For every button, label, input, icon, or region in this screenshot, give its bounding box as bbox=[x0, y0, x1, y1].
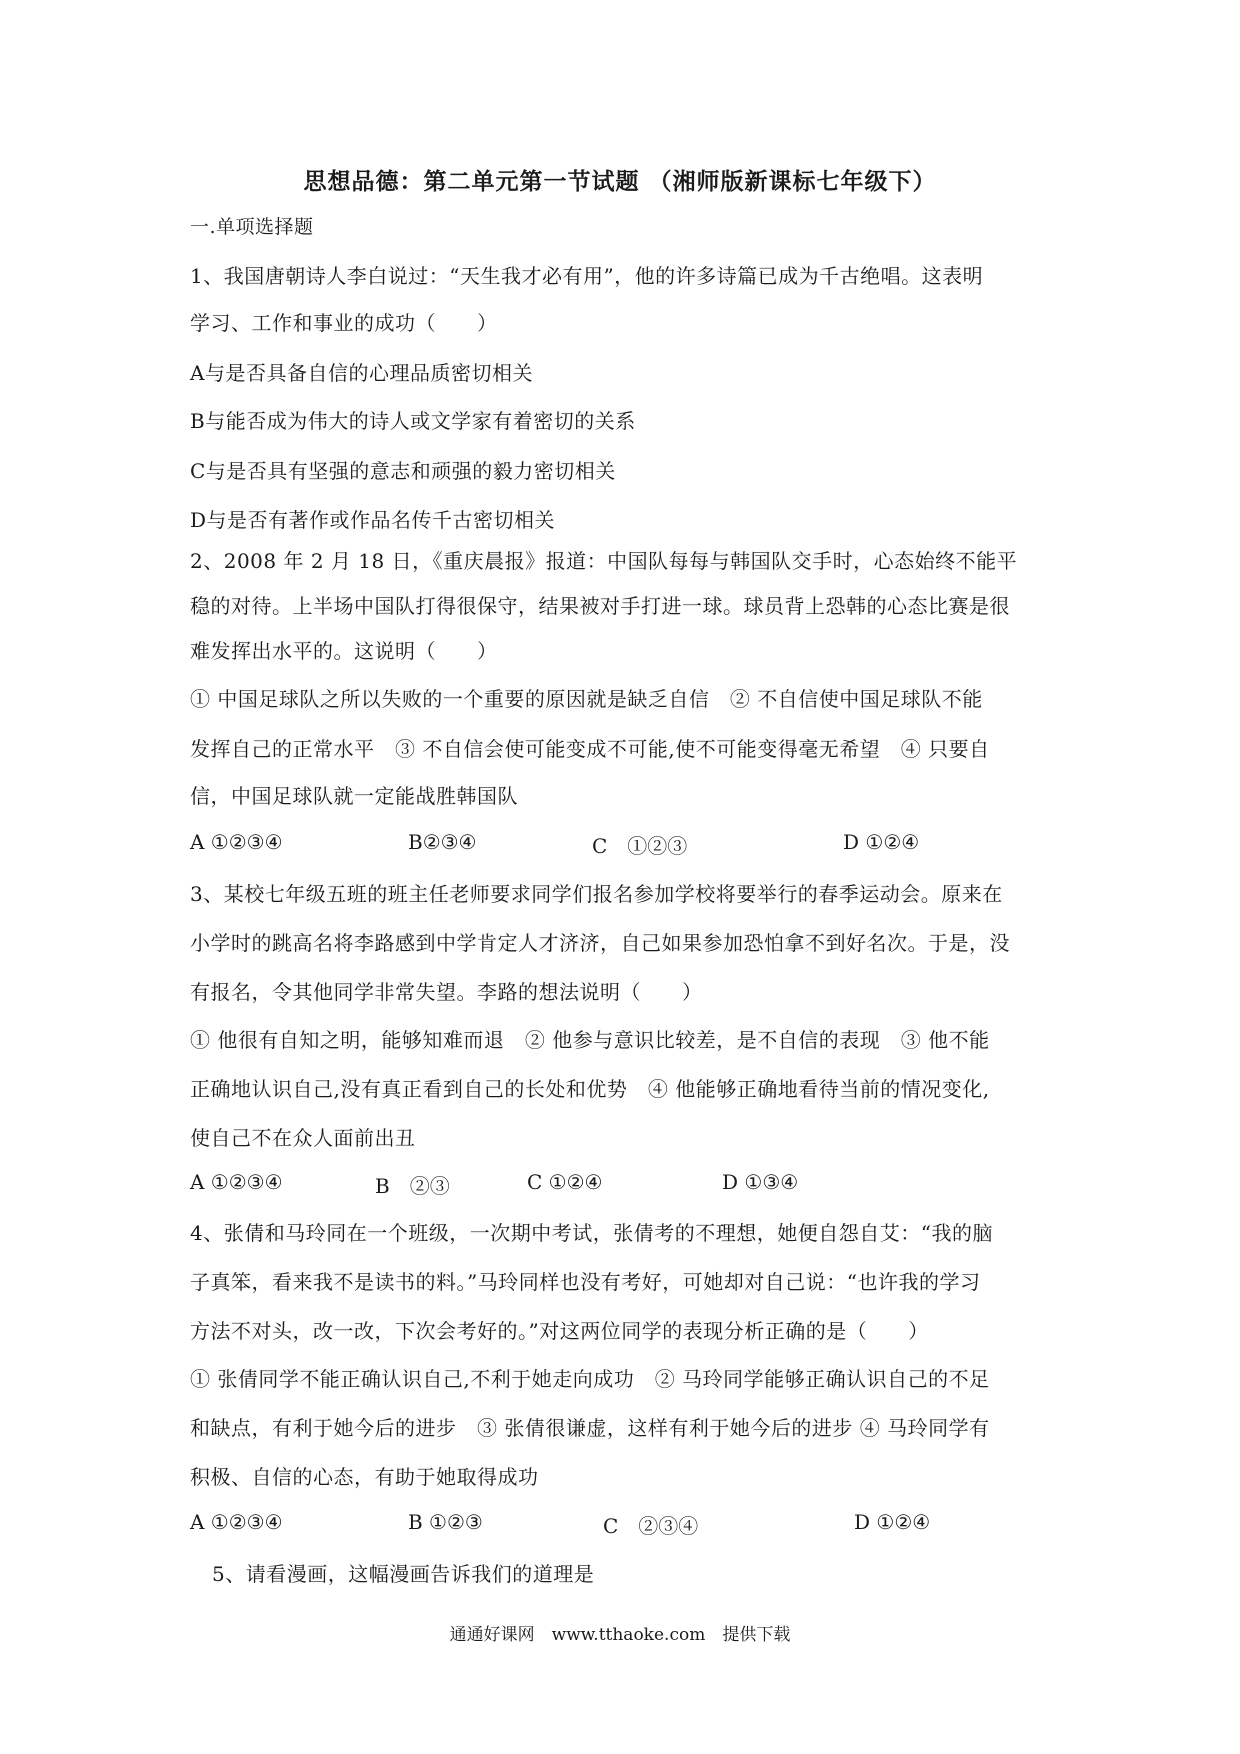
question-3-line-2: 小学时的跳高名将李路感到中学肯定人才济济，自己如果参加恐怕拿不到好名次。于是，没 bbox=[190, 931, 1010, 955]
question-1-option-b: B与能否成为伟大的诗人或文学家有着密切的关系 bbox=[190, 409, 636, 433]
question-4-line-5: 和缺点，有利于她今后的进步 ③ 张倩很谦虚，这样有利于她今后的进步 ④ 马玲同学有 bbox=[190, 1416, 990, 1440]
question-2-line-5: 发挥自己的正常水平 ③ 不自信会使可能变成不可能,使不可能变得毫无希望 ④ 只要自 bbox=[190, 737, 990, 761]
question-1-line-2: 学习、工作和事业的成功（ ） bbox=[190, 311, 498, 335]
question-1-option-c: C与是否具有坚强的意志和顽强的毅力密切相关 bbox=[190, 459, 616, 483]
question-3-line-4: ① 他很有自知之明，能够知难而退 ② 他参与意识比较差，是不自信的表现 ③ 他不能 bbox=[190, 1028, 990, 1052]
question-3-line-5: 正确地认识自己,没有真正看到自己的长处和优势 ④ 他能够正确地看待当前的情况变化, bbox=[190, 1077, 990, 1101]
question-3-choice-c: C ①②④ bbox=[527, 1170, 603, 1194]
question-4-line-4: ① 张倩同学不能正确认识自己,不利于她走向成功 ② 马玲同学能够正确认识自己的不足 bbox=[190, 1367, 990, 1391]
question-3-line-1: 3、某校七年级五班的班主任老师要求同学们报名参加学校将要举行的春季运动会。原来在 bbox=[190, 882, 1003, 906]
question-2-choice-d: D ①②④ bbox=[843, 830, 920, 854]
question-1-option-d: D与是否有著作或作品名传千古密切相关 bbox=[190, 508, 556, 532]
question-1-option-a: A与是否具备自信的心理品质密切相关 bbox=[190, 361, 533, 385]
question-2-choice-b: B②③④ bbox=[408, 830, 477, 854]
question-2-line-1: 2、2008 年 2 月 18 日，《重庆晨报》报道：中国队每每与韩国队交手时，心态始终不能平 bbox=[190, 549, 1018, 573]
question-4-choice-b: B ①②③ bbox=[408, 1510, 483, 1534]
question-3-choice-b: B ②③ bbox=[375, 1174, 450, 1198]
question-3-line-3: 有报名，令其他同学非常失望。李路的想法说明（ ） bbox=[190, 980, 703, 1004]
question-2-line-2: 稳的对待。上半场中国队打得很保守，结果被对手打进一球。球员背上恐韩的心态比赛是很 bbox=[190, 594, 1010, 618]
question-4-choice-a: A ①②③④ bbox=[190, 1510, 283, 1534]
question-5-line-1: 5、请看漫画，这幅漫画告诉我们的道理是 bbox=[212, 1562, 595, 1586]
question-1-line-1: 1、我国唐朝诗人李白说过：“天生我才必有用”，他的许多诗篇已成为千古绝唱。这表明 bbox=[190, 264, 984, 288]
question-4-line-6: 积极、自信的心态，有助于她取得成功 bbox=[190, 1465, 539, 1489]
question-3-line-6: 使自己不在众人面前出丑 bbox=[190, 1126, 416, 1150]
question-4-choice-d: D ①②④ bbox=[854, 1510, 931, 1534]
question-2-line-6: 信，中国足球队就一定能战胜韩国队 bbox=[190, 784, 518, 808]
question-2-choice-c: C ①②③ bbox=[592, 834, 688, 858]
question-4-line-3: 方法不对头，改一改，下次会考好的。”对这两位同学的表现分析正确的是（ ） bbox=[190, 1319, 929, 1343]
section-heading: 一.单项选择题 bbox=[190, 216, 314, 238]
question-2-choice-a: A ①②③④ bbox=[190, 830, 283, 854]
question-3-choice-a: A ①②③④ bbox=[190, 1170, 283, 1194]
question-3-choice-d: D ①③④ bbox=[722, 1170, 799, 1194]
question-2-line-3: 难发挥出水平的。这说明（ ） bbox=[190, 639, 498, 663]
question-4-line-1: 4、张倩和马玲同在一个班级，一次期中考试，张倩考的不理想，她便自怨自艾：“我的脑 bbox=[190, 1221, 993, 1245]
question-2-line-4: ① 中国足球队之所以失败的一个重要的原因就是缺乏自信 ② 不自信使中国足球队不能 bbox=[190, 687, 983, 711]
page-title: 思想品德：第二单元第一节试题 （湘师版新课标七年级下） bbox=[303, 169, 937, 195]
question-4-choice-c: C ②③④ bbox=[603, 1514, 699, 1538]
page-footer: 通通好课网 www.tthaoke.com 提供下载 bbox=[449, 1625, 791, 1645]
question-4-line-2: 子真笨，看来我不是读书的料。”马玲同样也没有考好，可她却对自己说：“也许我的学习 bbox=[190, 1270, 981, 1294]
